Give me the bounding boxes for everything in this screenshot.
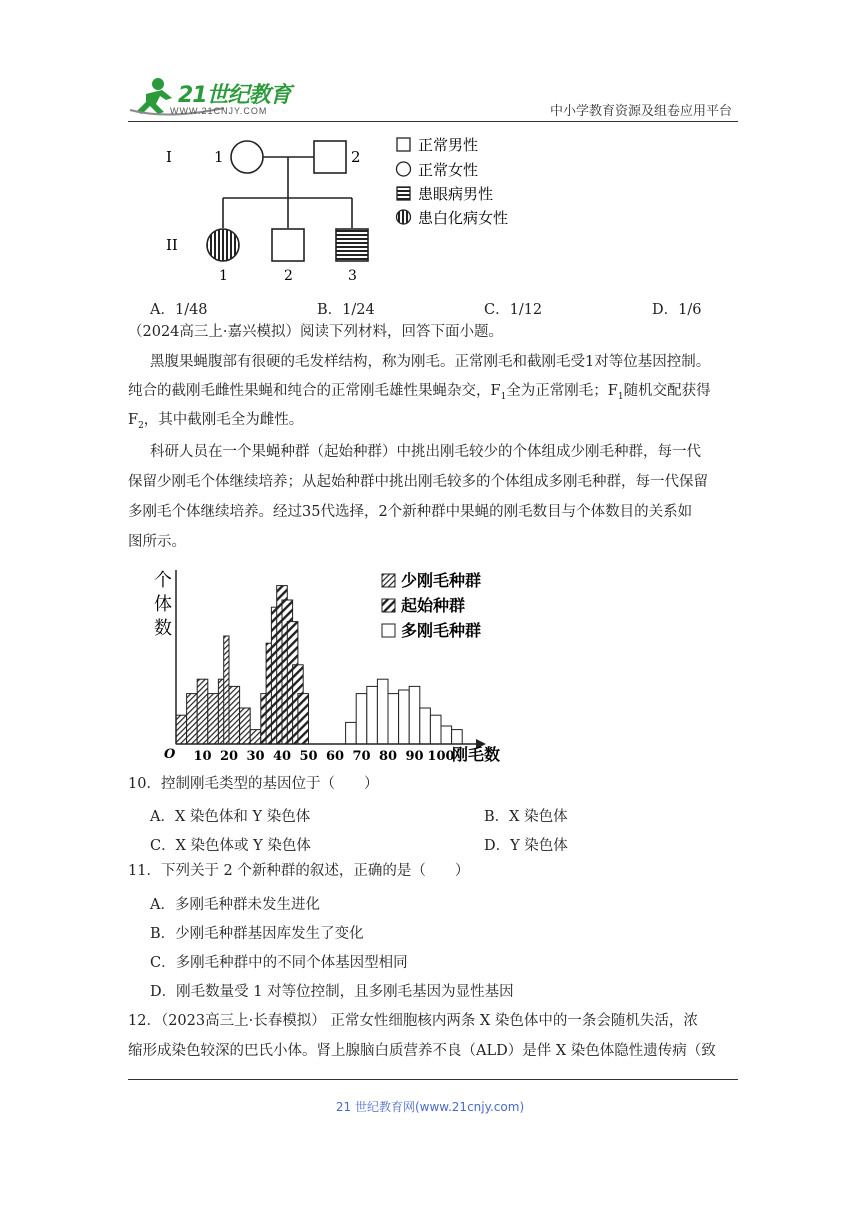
legend-albinism-female-icon [397,210,411,224]
bar-series0-7 [250,730,261,744]
legend-normal-female: 正常女性 [418,161,479,179]
legend-normal-male-icon [397,138,410,151]
q12-line1: 12．（2023高三上·长春模拟） 正常女性细胞核内两条 X 染色体中的一条会随机失活，浓 [128,1013,698,1029]
ind-I1-label: 1 [214,148,224,166]
ind-I2-label: 2 [351,148,361,166]
bar-series2-4 [388,694,399,744]
y-axis-label-3: 数 [154,618,172,639]
x-tick-10: 10 [193,749,212,764]
legend-eye-disease-male-icon [397,187,410,200]
q11-option-a[interactable]: A．多刚毛种群未发生进化 [150,897,320,913]
bar-series2-2 [367,686,378,744]
x-tick-70: 70 [352,749,371,764]
header-divider [128,121,738,122]
y-axis-label-2: 体 [154,594,172,615]
q10-option-b[interactable]: B．X 染色体 [484,809,568,825]
logo-url: WWW.21CNJY.COM [170,106,268,116]
ind-II2-label: 2 [284,268,293,284]
x-axis-label: 刚毛数 [452,745,501,764]
q11-option-d[interactable]: D．刚毛数量受 1 对等位控制，且多刚毛基因为显性基因 [150,984,514,1000]
legend-label-0: 少刚毛种群 [401,571,482,590]
q11-stem: 11．下列关于 2 个新种群的叙述，正确的是（ ） [128,863,470,879]
x-tick-90: 90 [405,749,424,764]
q12-line2: 缩形成染色较深的巴氏小体。肾上腺脑白质营养不良（ALD）是伴 X 染色体隐性遗传病（致 [128,1043,716,1059]
q10-option-d[interactable]: D．Y 染色体 [484,838,568,854]
q11-option-b[interactable]: B．少刚毛种群基因库发生了变化 [150,926,364,942]
bar-spike [224,636,229,744]
q9-option-b[interactable]: B．1/24 [317,302,375,318]
gen2-label: II [166,236,178,254]
platform-name: 中小学教育资源及组卷应用平台 [549,104,732,119]
bar-series0-0 [176,715,187,744]
ind-II3-label: 3 [348,268,357,284]
bar-series2-8 [430,715,441,744]
material-para2-line1: 科研人员在一个果蝇种群（起始种群）中挑出刚毛较少的个体组成少刚毛种群，每一代 [150,444,701,460]
bar-series0-1 [187,694,198,744]
x-tick-30: 30 [246,749,265,764]
x-tick-100: 100 [427,749,455,764]
bar-series2-7 [420,708,431,744]
legend-normal-male: 正常男性 [418,136,479,154]
legend-albinism-female: 患白化病女性 [418,209,509,227]
individual-II3-eye-disease-male [336,229,368,261]
bar-series1-7 [298,694,309,744]
q10-option-a[interactable]: A．X 染色体和 Y 染色体 [150,809,311,825]
bar-series2-9 [441,726,452,744]
q11-option-c[interactable]: C．多刚毛种群中的不同个体基因型相同 [150,955,408,971]
footer-divider [128,1079,738,1080]
legend-eye-disease-male: 患眼病男性 [418,185,494,203]
bar-series2-0 [346,722,357,744]
bristle-histogram [150,564,530,774]
material-para1-line3: $F_2$，其中截刚毛全为雌性。 [128,412,304,431]
gen1-label: I [166,148,172,166]
legend-label-2: 多刚毛种群 [401,621,482,640]
legend-label-1: 起始种群 [401,596,466,615]
x-tick-60: 60 [325,749,345,764]
individual-I1-normal-female [231,141,263,173]
bar-series0-5 [229,686,240,744]
q10-option-c[interactable]: C．X 染色体或 Y 染色体 [150,838,311,854]
q10-stem: 10．控制刚毛类型的基因位于（ ） [128,776,379,792]
bar-series0-6 [240,708,251,744]
bar-series2-3 [377,679,388,744]
bar-series2-1 [356,694,367,744]
ind-II1-label: 1 [219,268,228,284]
legend-swatch-1 [382,599,395,612]
material-para1-line1: 黑腹果蝇腹部有很硬的毛发样结构，称为刚毛。正常刚毛和截刚毛受1对等位基因控制。 [150,354,711,370]
individual-II2-normal-male [272,229,304,261]
q9-option-a[interactable]: A．1/48 [150,302,208,318]
bar-series2-10 [452,730,463,744]
q9-option-d[interactable]: D．1/6 [652,302,702,318]
legend-swatch-2 [382,624,395,637]
individual-II1-albinism-female [207,229,239,261]
q9-option-c[interactable]: C．1/12 [484,302,543,318]
bar-series2-6 [409,686,420,744]
material-para2-line3: 多刚毛个体继续培养。经过35代选择，2个新种群中果蝇的刚毛数目与个体数目的关系如 [128,504,693,520]
legend-normal-female-icon [397,162,411,176]
logo-text: 21世纪教育 [178,83,291,108]
legend-swatch-0 [382,574,395,587]
y-axis-label-1: 个 [154,570,172,591]
bar-series2-5 [399,690,410,744]
material-para2-line2: 保留少刚毛个体继续培养；从起始种群中挑出刚毛较多的个体组成多刚毛种群，每一代保留 [128,474,708,490]
footer-text: 21 世纪教育网(www.21cnjy.com) [335,1100,525,1114]
x-tick-80: 80 [378,749,398,764]
x-tick-50: 50 [299,749,318,764]
individual-I2-normal-male [314,141,346,173]
material-intro: （2024高三上·嘉兴模拟）阅读下列材料，回答下面小题。 [128,324,504,340]
bar-series0-2 [197,679,208,744]
bar-series0-3 [208,694,219,744]
material-para1-line2: 纯合的截刚毛雌性果蝇和纯合的正常刚毛雄性果蝇杂交，$F_1$全为正常刚毛；$F_1$随机交配获得 [128,383,711,402]
material-para2-line4: 图所示。 [128,534,186,550]
origin-label: O [164,747,176,762]
x-tick-20: 20 [219,749,239,764]
x-tick-40: 40 [272,749,292,764]
pedigree-diagram [150,130,570,290]
